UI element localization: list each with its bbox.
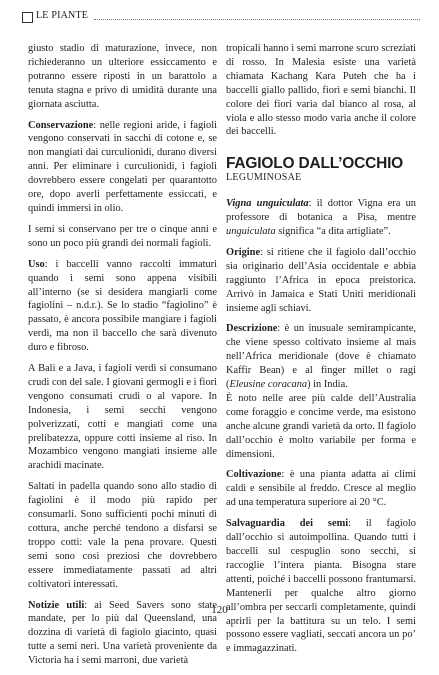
paragraph-text: : nelle regioni aride, i fagioli vengono conservati in sacchi di cotone e, se non mangiati dai curculionidi, durano diversi anni. Per eliminare i curculionidi, i fagioli dovrebbero essere congelati per quarantotto ore, dopo averli perfettamente essiccati, e quindi immersi in olio.: [28, 119, 217, 214]
paragraph-descrizione: [226, 322, 416, 392]
paragraph-conservazione: [28, 119, 217, 216]
paragraph: I semi si conservano per tre o cinque anni e sono un poco più grandi dei normali fagioli.: [28, 223, 217, 249]
left-column: [28, 42, 217, 675]
paragraph-lead: Notizie utili: [28, 599, 85, 611]
section-heading: FAGIOLO DALL’OCCHIO: [226, 155, 404, 173]
paragraph-text: : ai Seed Savers sono state mandate, per lo più dal Queensland, una dozzina di varietà di fagiolo giacinto, quasi tutte a semi neri. Una varietà proveniente da Victoria ha i semi marroni, due varietà: [28, 599, 218, 667]
paragraph: Saltati in padella quando sono allo stadio di fagiolini è il modo più rapido per consumarli. Sono sufficienti pochi minuti di cottura, anche perché tendono a disfarsi se troppo cotti: vale la pena provare. Questi semi sono così preziosi che dovrebbero essere immediatamente passati ad altri coltivatori interessati.: [28, 481, 217, 590]
paragraph-lead: Salvaguardia dei semi: [226, 518, 349, 530]
paragraph: giusto stadio di maturazione, invece, non richiederanno un ulteriore essiccamento e potranno essere riposti in un barattolo a tenuta stagna e privo di umidità durante una giornata asciutta.: [28, 43, 217, 110]
paragraph-text: : il dottor Vigna era un professore di botanica a Pisa, mentre: [226, 198, 417, 224]
species-name: Eleusine coracana: [229, 379, 308, 391]
dotted-leader-line: [94, 19, 420, 20]
section-title: LE PIANTE: [36, 10, 89, 21]
right-column: [226, 42, 416, 663]
paragraph-origine: [226, 246, 416, 316]
paragraph-text: : si ritiene che il fagiolo dall’occhio sia originario dell’Asia occidentale e abbia raggiunto l’Africa in epoca preistorica. Arrivò in Jamaica e Stati Uniti meridionali insieme agli schiavi.: [226, 246, 416, 314]
paragraph-text: : il fagiolo dall’occhio si autoimpollina. Quando tutti i baccelli sul cespuglio sono secchi, si raccoglie l’intera pianta. Bisogna stare attenti, poiché i baccelli possono frantumarsi. Mantenerli per qualche altro giorno all’ombra per seccarli completamente, quindi aprirli per la battitura su un telo. I semi possono essere vagliati, seccati ancora un po’ e immagazzinati.: [226, 518, 416, 655]
species-name: Vigna unguiculata: [226, 198, 309, 210]
paragraph: tropicali hanno i semi marrone scuro screziati di rosso. In Malesia esiste una varietà chiamata Kachang Kara Puteh che ha i baccelli giallo pallido, fiori e semi bianchi. Il colore dei fiori varia dal bianco al rosa, al viola e allo stesso modo varia anche il colore dei baccelli.: [226, 43, 416, 138]
checkbox-square-icon: [22, 12, 33, 23]
running-header: [22, 9, 420, 27]
paragraph: A Bali e a Java, i fagioli verdi si consumano crudi con del sale. I giovani germogli e i fiori vengono consumati crudi o al vapore. In Indonesia, i semi secchi vengono polverizzati, cotti e mangiati come una prelibatezza, oppure cotti insieme al riso. In Mozambico vengono mangiati insieme alle arachidi macinate.: [28, 363, 217, 472]
species-epithet: unguiculata: [226, 225, 276, 237]
paragraph: È noto nelle aree più calde dell’Australia come foraggio e concime verde, ma esistono anche alcune grandi varietà da orto. Il fagiolo dall’occhio è molto variabile per forma e dimensioni.: [226, 392, 416, 460]
paragraph-lead: Uso: [28, 258, 45, 270]
paragraph-species: [226, 197, 416, 239]
paragraph-text: : è un inusuale semirampicante, che viene spesso coltivato insieme al mais nell’Africa meridionale (dove è chiamato Kaffir Bean) e al finger millet o ragi (: [226, 323, 416, 391]
paragraph-salvaguardia: [226, 517, 416, 656]
section-subheading: LEGUMINOSAE: [226, 172, 302, 184]
paragraph-text: : è una pianta adatta ai climi caldi e sensibile al freddo. Cresce al meglio ad una temperatura superiore ai 20 °C.: [226, 469, 416, 509]
paragraph-lead: Origine: [226, 246, 261, 258]
paragraph-text: ) in India.: [307, 379, 348, 391]
paragraph-text: : i baccelli vanno raccolti immaturi quando i semi sono appena visibili all’interno (se si desidera mangiarli come fagiolini – n.d.r.). Se lo stadio “fagiolino” è passato, è ancora possibile mangiare i fagioli verdi, ma non il baccello che sarà divenuto duro e fibroso.: [28, 258, 217, 354]
paragraph-text: significa “a dita artigliate”.: [275, 225, 391, 237]
paragraph-coltivazione: [226, 468, 416, 510]
paragraph-lead: Coltivazione: [226, 469, 282, 481]
page-number: 120: [211, 604, 228, 616]
paragraph-uso: [28, 258, 217, 355]
paragraph-lead: Descrizione: [226, 323, 278, 335]
paragraph-lead: Conservazione: [28, 119, 94, 131]
